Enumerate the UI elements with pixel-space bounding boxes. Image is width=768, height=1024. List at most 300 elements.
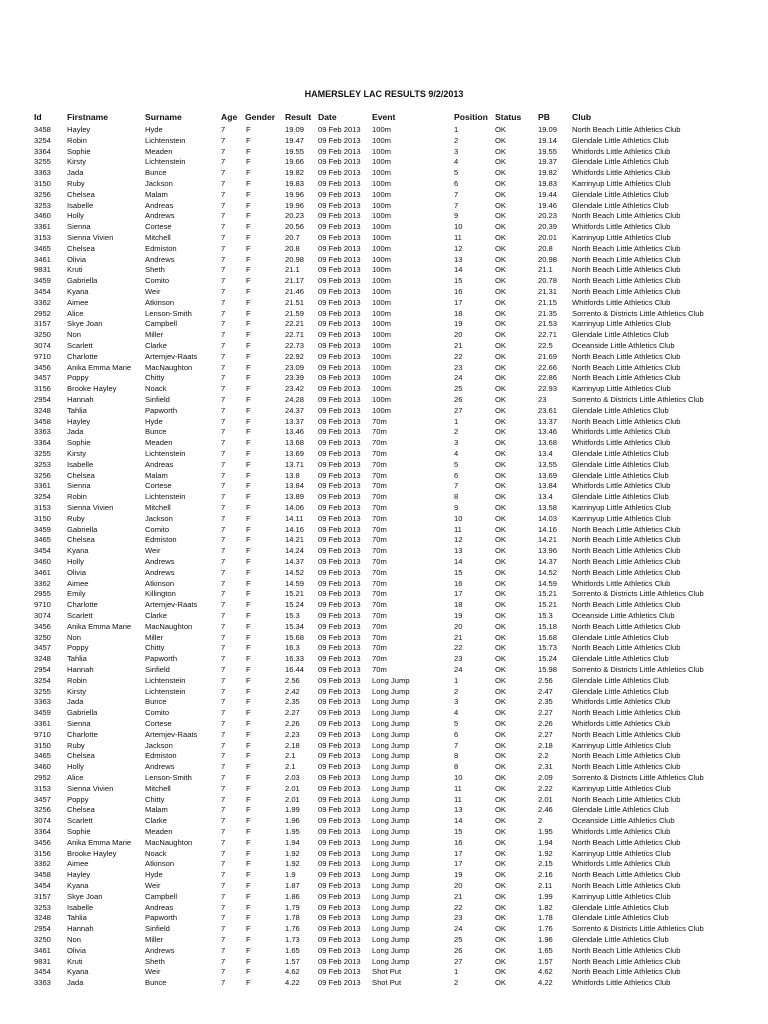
table-row [0, 741, 768, 752]
cell-event: 70m [372, 567, 387, 577]
cell-result: 16.44 [285, 665, 305, 674]
cell-firstname: Poppy [67, 373, 89, 383]
cell-firstname: Ruby [67, 740, 85, 750]
cell-id: 3461 [34, 567, 51, 577]
cell-status: OK [495, 891, 506, 901]
cell-status: OK [495, 956, 506, 966]
cell-age: 7 [221, 276, 226, 286]
cell-firstname: Jada [67, 427, 84, 437]
cell-surname: Weir [145, 546, 161, 556]
cell-result: 1.9 [285, 870, 296, 880]
cell-club: North Beach Little Athletics Club [572, 837, 681, 847]
cell-status: OK [495, 546, 506, 556]
cell-club: North Beach Little Athletics Club [572, 708, 681, 718]
cell-id: 3456 [34, 621, 51, 631]
cell-pb: 13.68 [538, 438, 558, 448]
cell-id: 3363 [34, 427, 51, 437]
table-row [0, 654, 768, 665]
cell-date: 09 Feb 2013 [318, 740, 361, 750]
cell-club: North Beach Little Athletics Club [572, 729, 681, 739]
cell-status: OK [495, 341, 506, 350]
cell-result: 21.51 [285, 297, 305, 307]
cell-result: 14.52 [285, 567, 305, 577]
cell-id: 3254 [34, 135, 51, 145]
table-row [0, 157, 768, 168]
cell-pb: 2.11 [538, 881, 553, 890]
cell-club: North Beach Little Athletics Club [572, 643, 681, 653]
cell-event: Long Jump [372, 956, 410, 966]
cell-gender: F [246, 881, 251, 890]
cell-club: North Beach Little Athletics Club [572, 567, 681, 577]
cell-gender: F [246, 179, 251, 188]
cell-event: 70m [372, 449, 387, 458]
cell-club: Whitfords Little Athletics Club [572, 578, 671, 588]
cell-id: 3156 [34, 384, 51, 394]
cell-surname: Sinfield [145, 924, 170, 934]
cell-result: 4.62 [285, 967, 300, 977]
cell-date: 09 Feb 2013 [318, 362, 361, 372]
cell-club: Glendale Little Athletics Club [572, 135, 669, 145]
cell-firstname: Charlotte [67, 729, 98, 739]
cell-event: 70m [372, 427, 387, 437]
cell-age: 7 [221, 794, 226, 804]
table-row [0, 427, 768, 438]
cell-gender: F [246, 945, 251, 955]
cell-surname: Artemjev-Raats [145, 600, 198, 610]
cell-gender: F [246, 330, 251, 340]
table-row [0, 201, 768, 212]
cell-firstname: Sophie [67, 827, 91, 836]
cell-firstname: Holly [67, 762, 84, 772]
cell-date: 09 Feb 2013 [318, 708, 361, 718]
cell-surname: MacNaughton [145, 621, 193, 631]
cell-age: 7 [221, 459, 226, 469]
cell-club: Whitfords Little Athletics Club [572, 297, 671, 307]
cell-gender: F [246, 157, 251, 167]
cell-position: 16 [454, 578, 463, 588]
cell-id: 3458 [34, 870, 51, 880]
cell-status: OK [495, 449, 506, 458]
cell-position: 21 [454, 891, 463, 901]
cell-age: 7 [221, 330, 226, 340]
cell-position: 15 [454, 276, 463, 286]
cell-result: 22.73 [285, 341, 305, 350]
table-row [0, 460, 768, 471]
cell-result: 21.46 [285, 287, 305, 296]
cell-firstname: Chelsea [67, 805, 95, 815]
cell-status: OK [495, 978, 506, 988]
cell-date: 09 Feb 2013 [318, 405, 361, 415]
cell-date: 09 Feb 2013 [318, 276, 361, 286]
cell-result: 1.78 [285, 913, 300, 923]
cell-pb: 1.76 [538, 924, 553, 934]
table-row [0, 319, 768, 330]
table-row [0, 492, 768, 503]
cell-age: 7 [221, 935, 226, 944]
cell-date: 09 Feb 2013 [318, 600, 361, 610]
cell-pb: 13.58 [538, 503, 558, 512]
cell-pb: 15.3 [538, 611, 553, 620]
cell-event: Long Jump [372, 686, 410, 696]
cell-event: 100m [372, 179, 391, 188]
cell-result: 1.99 [285, 805, 300, 815]
cell-pb: 1.95 [538, 827, 553, 836]
cell-club: Glendale Little Athletics Club [572, 405, 669, 415]
cell-id: 3150 [34, 179, 51, 188]
cell-gender: F [246, 643, 251, 653]
cell-date: 09 Feb 2013 [318, 589, 361, 599]
cell-club: Karrinyup Little Athletics Club [572, 384, 671, 394]
cell-event: Long Jump [372, 902, 410, 912]
cell-status: OK [495, 276, 506, 286]
cell-status: OK [495, 783, 506, 793]
cell-age: 7 [221, 600, 226, 610]
cell-date: 09 Feb 2013 [318, 189, 361, 199]
cell-firstname: Poppy [67, 794, 89, 804]
cell-gender: F [246, 438, 251, 448]
cell-firstname: Chelsea [67, 535, 95, 545]
cell-club: North Beach Little Athletics Club [572, 870, 681, 880]
cell-surname: Andreas [145, 459, 174, 469]
cell-gender: F [246, 794, 251, 804]
cell-surname: Noack [145, 384, 167, 394]
cell-pb: 20.01 [538, 233, 558, 242]
cell-date: 09 Feb 2013 [318, 686, 361, 696]
cell-event: 100m [372, 395, 391, 404]
table-row [0, 147, 768, 158]
cell-status: OK [495, 168, 506, 178]
cell-id: 3074 [34, 816, 51, 826]
cell-result: 22.92 [285, 351, 305, 361]
cell-status: OK [495, 848, 506, 858]
table-row [0, 179, 768, 190]
cell-surname: Bunce [145, 168, 167, 178]
cell-result: 19.47 [285, 135, 305, 145]
table-row [0, 784, 768, 795]
table-row [0, 719, 768, 730]
cell-firstname: Olivia [67, 945, 86, 955]
cell-gender: F [246, 503, 251, 512]
cell-result: 13.71 [285, 459, 305, 469]
cell-date: 09 Feb 2013 [318, 762, 361, 772]
cell-status: OK [495, 881, 506, 890]
cell-status: OK [495, 913, 506, 923]
cell-firstname: Scarlett [67, 816, 93, 826]
cell-firstname: Jada [67, 168, 84, 178]
cell-age: 7 [221, 773, 226, 782]
cell-event: 70m [372, 459, 387, 469]
cell-date: 09 Feb 2013 [318, 254, 361, 264]
table-row [0, 406, 768, 417]
cell-age: 7 [221, 783, 226, 793]
cell-pb: 1.78 [538, 913, 553, 923]
cell-club: Karrinyup Little Athletics Club [572, 513, 671, 523]
cell-gender: F [246, 351, 251, 361]
cell-event: Long Jump [372, 773, 410, 782]
cell-date: 09 Feb 2013 [318, 384, 361, 394]
cell-age: 7 [221, 384, 226, 394]
cell-id: 3362 [34, 859, 51, 869]
cell-surname: Malam [145, 805, 168, 815]
cell-id: 2955 [34, 589, 51, 599]
cell-club: North Beach Little Athletics Club [572, 535, 681, 545]
table-row [0, 233, 768, 244]
cell-surname: Lenson-Smith [145, 308, 192, 318]
cell-result: 13.68 [285, 438, 305, 448]
cell-event: Shot Put [372, 978, 402, 988]
cell-id: 3460 [34, 557, 51, 566]
cell-gender: F [246, 848, 251, 858]
header-status: Status [495, 112, 522, 122]
cell-result: 2.01 [285, 794, 300, 804]
cell-date: 09 Feb 2013 [318, 643, 361, 653]
cell-status: OK [495, 945, 506, 955]
cell-status: OK [495, 362, 506, 372]
cell-id: 3461 [34, 945, 51, 955]
cell-status: OK [495, 751, 506, 761]
cell-club: North Beach Little Athletics Club [572, 362, 681, 372]
cell-age: 7 [221, 233, 226, 242]
cell-surname: Jackson [145, 513, 173, 523]
cell-pb: 15.24 [538, 654, 558, 664]
cell-event: 100m [372, 373, 391, 383]
cell-surname: Edmiston [145, 751, 177, 761]
cell-club: Oceanside Little Athletics Club [572, 611, 675, 620]
cell-gender: F [246, 211, 251, 221]
cell-pb: 21.15 [538, 297, 558, 307]
cell-club: Karrinyup Little Athletics Club [572, 319, 671, 329]
cell-id: 3457 [34, 794, 51, 804]
cell-id: 3362 [34, 297, 51, 307]
cell-surname: Campbell [145, 319, 178, 329]
cell-gender: F [246, 935, 251, 944]
cell-pb: 1.99 [538, 891, 553, 901]
cell-id: 3459 [34, 524, 51, 534]
cell-result: 19.96 [285, 189, 305, 199]
cell-gender: F [246, 384, 251, 394]
cell-position: 12 [454, 535, 463, 545]
cell-gender: F [246, 837, 251, 847]
cell-firstname: Non [67, 632, 81, 642]
cell-pb: 4.22 [538, 978, 553, 988]
cell-result: 2.26 [285, 719, 300, 728]
cell-firstname: Sienna Vivien [67, 503, 114, 512]
cell-id: 3459 [34, 276, 51, 286]
cell-position: 1 [454, 416, 459, 426]
cell-age: 7 [221, 848, 226, 858]
cell-result: 19.82 [285, 168, 305, 178]
cell-firstname: Robin [67, 492, 87, 502]
cell-firstname: Robin [67, 675, 87, 685]
cell-gender: F [246, 524, 251, 534]
cell-event: Long Jump [372, 859, 410, 869]
cell-gender: F [246, 762, 251, 772]
cell-firstname: Scarlett [67, 611, 93, 620]
cell-age: 7 [221, 308, 226, 318]
table-row [0, 913, 768, 924]
cell-pb: 19.46 [538, 200, 558, 210]
cell-status: OK [495, 686, 506, 696]
cell-club: Sorrento & Districts Little Athletics Club [572, 308, 704, 318]
cell-club: Karrinyup Little Athletics Club [572, 891, 671, 901]
cell-position: 6 [454, 470, 459, 480]
header-pb: PB [538, 112, 550, 122]
table-row [0, 838, 768, 849]
cell-id: 3250 [34, 935, 51, 944]
cell-status: OK [495, 816, 506, 826]
cell-age: 7 [221, 135, 226, 145]
cell-club: North Beach Little Athletics Club [572, 956, 681, 966]
cell-position: 3 [454, 438, 459, 448]
cell-pb: 1.57 [538, 956, 553, 966]
cell-id: 3364 [34, 146, 51, 156]
cell-result: 15.24 [285, 600, 305, 610]
cell-pb: 15.68 [538, 632, 558, 642]
cell-pb: 14.37 [538, 557, 558, 566]
cell-id: 3153 [34, 233, 51, 242]
cell-id: 3362 [34, 578, 51, 588]
cell-firstname: Sienna [67, 481, 91, 491]
cell-firstname: Tahlia [67, 913, 87, 923]
cell-status: OK [495, 675, 506, 685]
cell-status: OK [495, 222, 506, 232]
cell-status: OK [495, 524, 506, 534]
cell-pb: 14.21 [538, 535, 558, 545]
cell-firstname: Brooke Hayley [67, 384, 117, 394]
cell-position: 12 [454, 243, 463, 253]
cell-status: OK [495, 492, 506, 502]
cell-event: Long Jump [372, 891, 410, 901]
cell-event: 100m [372, 362, 391, 372]
cell-club: Sorrento & Districts Little Athletics Club [572, 773, 704, 782]
cell-result: 13.69 [285, 449, 305, 458]
cell-position: 27 [454, 956, 463, 966]
cell-age: 7 [221, 222, 226, 232]
cell-firstname: Scarlett [67, 341, 93, 350]
cell-age: 7 [221, 438, 226, 448]
cell-id: 3074 [34, 611, 51, 620]
cell-surname: Mitchell [145, 783, 171, 793]
cell-gender: F [246, 956, 251, 966]
cell-date: 09 Feb 2013 [318, 146, 361, 156]
cell-pb: 20.39 [538, 222, 558, 232]
cell-club: Glendale Little Athletics Club [572, 189, 669, 199]
cell-position: 24 [454, 665, 463, 674]
cell-id: 3256 [34, 805, 51, 815]
cell-pb: 2.31 [538, 762, 553, 772]
table-row [0, 568, 768, 579]
cell-firstname: Poppy [67, 643, 89, 653]
cell-firstname: Ruby [67, 179, 85, 188]
cell-status: OK [495, 287, 506, 296]
cell-club: North Beach Little Athletics Club [572, 967, 681, 977]
cell-surname: Mitchell [145, 503, 171, 512]
cell-event: Long Jump [372, 708, 410, 718]
cell-date: 09 Feb 2013 [318, 881, 361, 890]
cell-date: 09 Feb 2013 [318, 200, 361, 210]
cell-status: OK [495, 632, 506, 642]
cell-firstname: Tahlia [67, 654, 87, 664]
cell-result: 2.1 [285, 762, 296, 772]
table-row [0, 935, 768, 946]
cell-pb: 1.94 [538, 837, 553, 847]
cell-age: 7 [221, 492, 226, 502]
cell-gender: F [246, 427, 251, 437]
cell-event: Long Jump [372, 783, 410, 793]
cell-event: 100m [372, 254, 391, 264]
cell-status: OK [495, 902, 506, 912]
table-row [0, 665, 768, 676]
cell-position: 19 [454, 611, 463, 620]
cell-firstname: Alice [67, 308, 84, 318]
cell-firstname: Sophie [67, 146, 91, 156]
cell-date: 09 Feb 2013 [318, 654, 361, 664]
cell-firstname: Charlotte [67, 351, 98, 361]
cell-event: Long Jump [372, 719, 410, 728]
cell-result: 24.37 [285, 405, 305, 415]
cell-status: OK [495, 438, 506, 448]
cell-gender: F [246, 675, 251, 685]
cell-event: 70m [372, 524, 387, 534]
cell-gender: F [246, 287, 251, 296]
cell-result: 15.3 [285, 611, 300, 620]
cell-pb: 20.78 [538, 276, 558, 286]
cell-date: 09 Feb 2013 [318, 837, 361, 847]
cell-club: Glendale Little Athletics Club [572, 632, 669, 642]
cell-status: OK [495, 621, 506, 631]
cell-id: 3465 [34, 535, 51, 545]
cell-age: 7 [221, 643, 226, 653]
cell-surname: Lichtenstein [145, 135, 186, 145]
cell-result: 13.37 [285, 416, 305, 426]
cell-result: 24.28 [285, 395, 305, 404]
cell-club: Whitfords Little Athletics Club [572, 146, 671, 156]
cell-gender: F [246, 254, 251, 264]
cell-position: 11 [454, 783, 462, 793]
cell-position: 22 [454, 643, 463, 653]
cell-id: 3460 [34, 211, 51, 221]
cell-firstname: Kirsty [67, 686, 86, 696]
header-age: Age [221, 112, 238, 122]
cell-date: 09 Feb 2013 [318, 535, 361, 545]
table-row [0, 859, 768, 870]
cell-surname: Campbell [145, 891, 178, 901]
cell-position: 2 [454, 135, 459, 145]
cell-gender: F [246, 708, 251, 718]
cell-gender: F [246, 405, 251, 415]
cell-surname: Papworth [145, 654, 178, 664]
cell-date: 09 Feb 2013 [318, 481, 361, 491]
cell-date: 09 Feb 2013 [318, 859, 361, 869]
cell-position: 21 [454, 341, 463, 350]
cell-event: Shot Put [372, 967, 402, 977]
cell-id: 3250 [34, 632, 51, 642]
cell-date: 09 Feb 2013 [318, 935, 361, 944]
table-row [0, 849, 768, 860]
cell-club: Sorrento & Districts Little Athletics Club [572, 665, 704, 674]
cell-id: 9710 [34, 600, 51, 610]
cell-event: Long Jump [372, 794, 410, 804]
cell-firstname: Aimee [67, 578, 89, 588]
cell-result: 21.17 [285, 276, 305, 286]
cell-status: OK [495, 297, 506, 307]
cell-surname: Weir [145, 881, 161, 890]
cell-id: 3465 [34, 243, 51, 253]
cell-age: 7 [221, 297, 226, 307]
cell-surname: Hyde [145, 125, 163, 134]
cell-gender: F [246, 665, 251, 674]
cell-age: 7 [221, 427, 226, 437]
